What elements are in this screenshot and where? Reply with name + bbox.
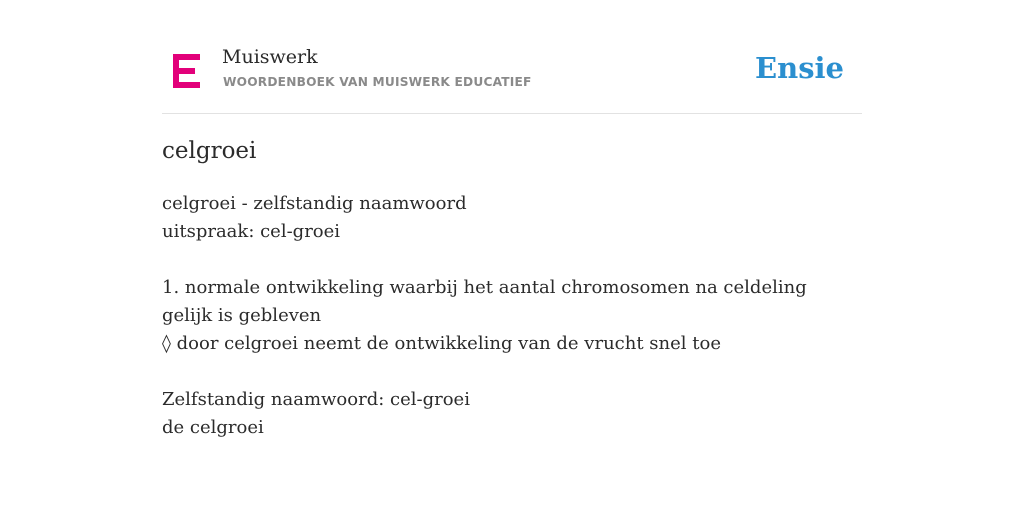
word-class-line: celgroei - zelfstandig naamwoord (162, 193, 467, 214)
definition-text: 1. normale ontwikkeling waarbij het aantal chromosomen na celdeling gelijk is gebleven (162, 277, 807, 326)
pronunciation-line: uitspraak: cel-groei (162, 221, 341, 242)
example-sentence: ◊ door celgroei neemt de ontwikkeling van de vrucht snel toe (162, 333, 721, 354)
muiswerk-logo-icon[interactable] (173, 54, 200, 88)
publisher-name[interactable]: Muiswerk (222, 46, 318, 68)
page-title: celgroei (162, 138, 257, 164)
ensie-logo[interactable]: Ensie (755, 51, 844, 85)
publisher-subtitle: WOORDENBOEK VAN MUISWERK EDUCATIEF (223, 75, 532, 89)
header (162, 40, 862, 114)
noun-line: Zelfstandig naamwoord: cel-groei (162, 389, 470, 410)
article-line: de celgroei (162, 417, 264, 438)
entry-body (162, 190, 862, 442)
